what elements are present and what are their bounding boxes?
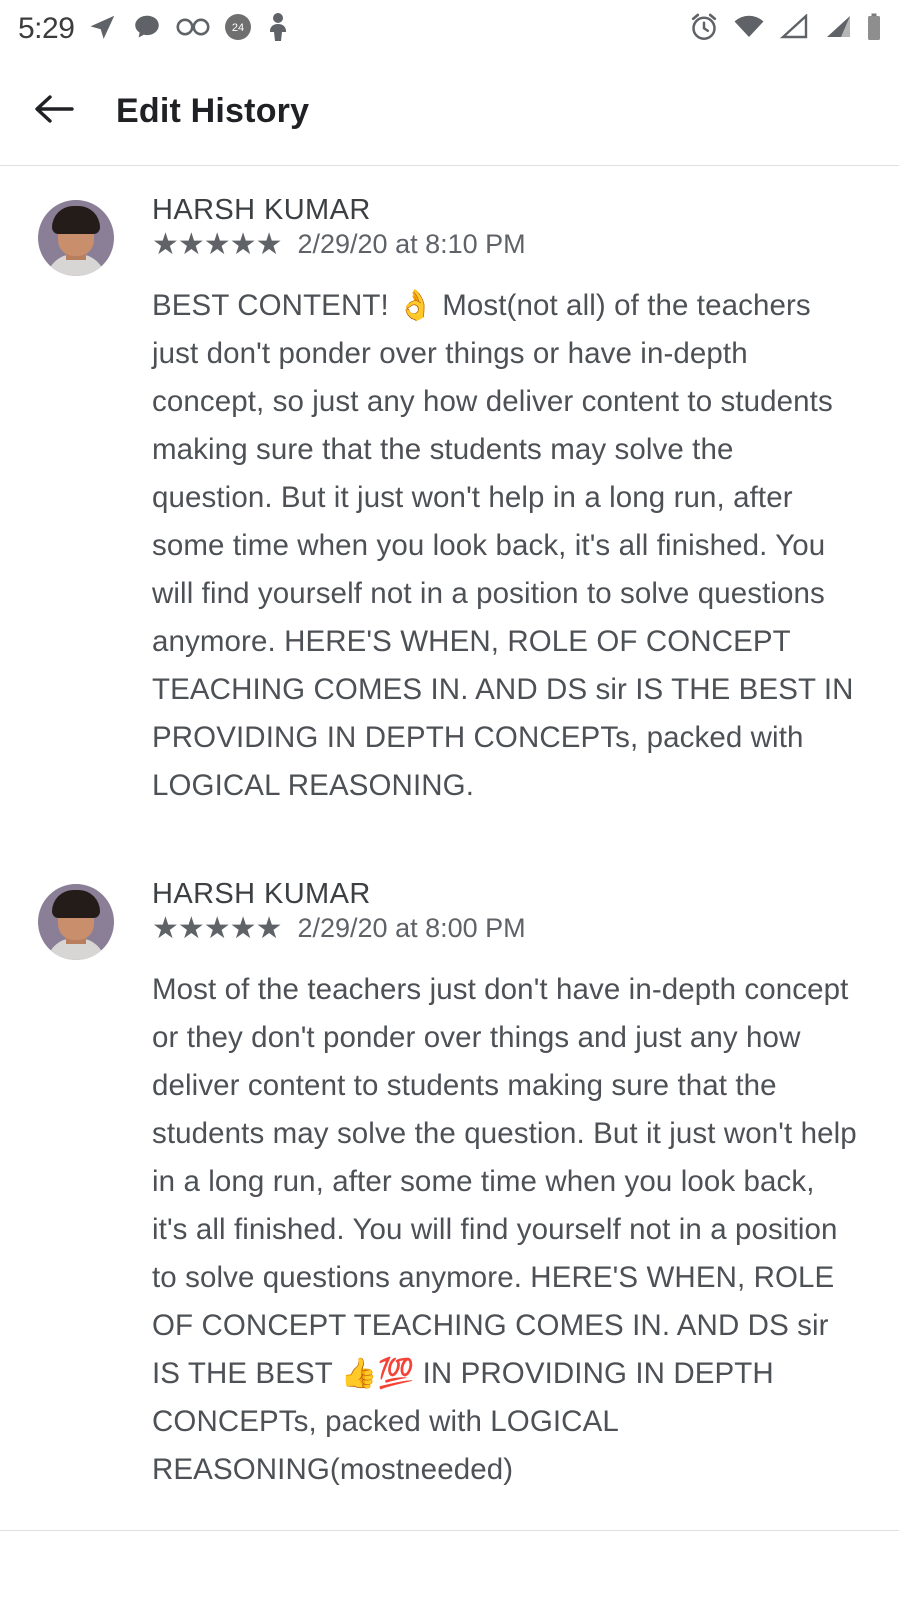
review-meta — [152, 913, 857, 944]
svg-text:24: 24 — [232, 21, 245, 34]
rating-stars: ★★★★★ — [152, 911, 282, 945]
avatar-column — [0, 194, 152, 810]
glasses-icon — [176, 17, 210, 42]
back-arrow-icon — [32, 89, 76, 134]
telegram-plane-icon — [88, 12, 118, 47]
review-timestamp: 2/29/20 at 8:00 PM — [297, 913, 526, 943]
battery-icon — [867, 13, 881, 46]
review-text: Most of the teachers just don't have in-depth concept or they don't ponder over things and just any how deliver content to students making sure that the students may solve the question. But it just won't help in a long run, after some time when you look back, it's all finished. You will find yourself not in a position to solve questions anymore. HERE'S WHEN, ROLE OF CONCEPT TEACHING COMES IN. AND DS sir IS THE BEST 👍💯 IN PROVIDING IN DEPTH CONCEPTs, packed with LOGICAL REASONING(mostneeded) — [152, 973, 857, 1486]
avatar — [38, 884, 114, 960]
review-text: BEST CONTENT! 👌 Most(not all) of the teachers just don't ponder over things or have in-depth concept, so just any how deliver content to students making sure that the students may solve the question. But it just won't help in a long run, after some time when you look back, it's all finished. You will find yourself not in a position to solve questions anymore. HERE'S WHEN, ROLE OF CONCEPT TEACHING COMES IN. AND DS sir IS THE BEST IN PROVIDING IN DEPTH CONCEPTs, packed with LOGICAL REASONING. — [152, 289, 854, 802]
review-author: HARSH KUMAR — [152, 194, 371, 226]
review-meta — [152, 229, 857, 260]
list-item — [0, 166, 899, 810]
avatar — [38, 200, 114, 276]
edit-history-list — [0, 166, 899, 1531]
person-icon — [266, 12, 290, 47]
list-item — [0, 850, 899, 1494]
list-divider — [0, 1530, 899, 1531]
page-title: Edit History — [116, 92, 310, 130]
avatar-column — [0, 878, 152, 1494]
alarm-clock-icon — [689, 12, 719, 47]
chat-bubble-icon — [132, 12, 162, 47]
status-bar — [0, 0, 899, 58]
review-author: HARSH KUMAR — [152, 878, 371, 910]
status-clock: 5:29 — [18, 12, 75, 45]
signal-full-icon — [823, 14, 853, 45]
back-button[interactable] — [22, 80, 86, 144]
status-bar-left — [18, 12, 689, 47]
wifi-icon — [733, 14, 765, 45]
app-bar — [0, 58, 899, 166]
review-body — [152, 878, 899, 1494]
review-timestamp: 2/29/20 at 8:10 PM — [297, 229, 526, 259]
rating-stars: ★★★★★ — [152, 227, 282, 261]
app-badge-icon — [224, 13, 252, 46]
status-bar-right — [689, 12, 881, 47]
signal-empty-icon — [779, 14, 809, 45]
list-spacer — [0, 810, 899, 850]
review-body — [152, 194, 899, 810]
